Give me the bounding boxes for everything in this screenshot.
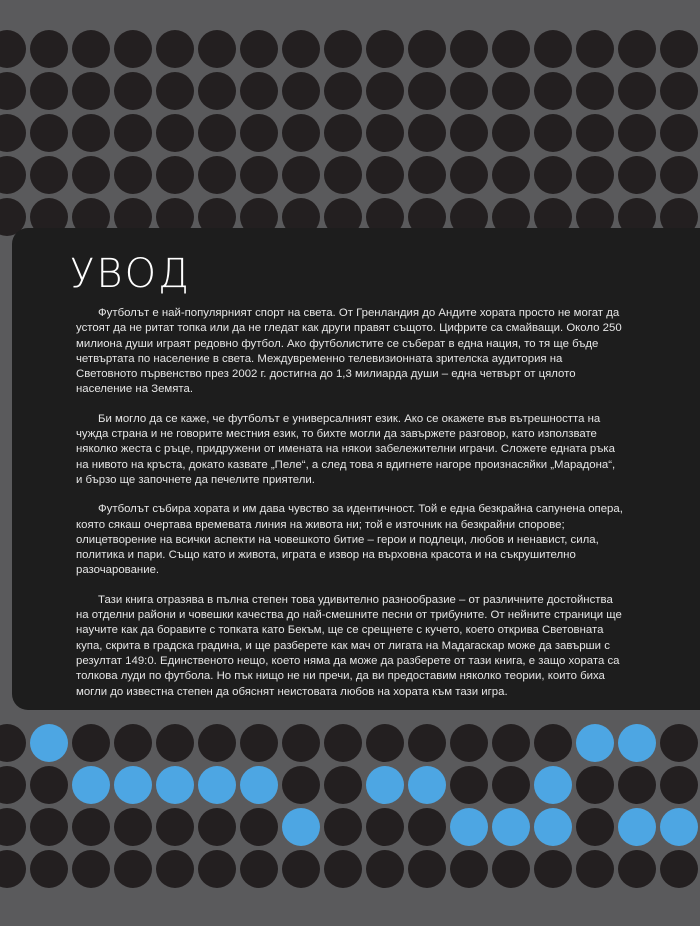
dot <box>366 72 404 110</box>
dot <box>324 766 362 804</box>
dot <box>366 808 404 846</box>
dot <box>450 850 488 888</box>
dot <box>72 808 110 846</box>
dot <box>114 724 152 762</box>
dot <box>0 766 26 804</box>
dot <box>324 850 362 888</box>
dot <box>114 114 152 152</box>
dot <box>72 850 110 888</box>
dot <box>156 72 194 110</box>
dot <box>366 156 404 194</box>
dot <box>198 30 236 68</box>
dot-highlight <box>660 808 698 846</box>
dot <box>408 724 446 762</box>
dot <box>618 114 656 152</box>
dot <box>282 72 320 110</box>
dot <box>282 30 320 68</box>
dot <box>618 72 656 110</box>
dot <box>618 30 656 68</box>
dot <box>366 30 404 68</box>
dot <box>576 156 614 194</box>
dot <box>618 850 656 888</box>
paragraph: Футболът е най-популярният спорт на света. От Гренландия до Андите хората просто не могат да устоят да не ритат топка или да не гледат как други правят същото. Цифрите са смайващи. Около 250 милиона души играят редовно футбол. Ако футболистите се съберат в една нация, то тя ще бъде четвъртата по население в света. Междувременно телевизионната зрителска аудитория на Световното първенство през 2002 г. достигна до 1,3 милиарда души – една четвърт от цялото население на Земята. <box>76 307 622 396</box>
dot <box>576 72 614 110</box>
dot <box>408 30 446 68</box>
dot <box>492 72 530 110</box>
dot-highlight <box>492 808 530 846</box>
dot <box>30 850 68 888</box>
dot-highlight <box>282 808 320 846</box>
dot <box>408 72 446 110</box>
dot <box>240 114 278 152</box>
dot-highlight <box>198 766 236 804</box>
dot <box>156 724 194 762</box>
dot-highlight <box>30 724 68 762</box>
dot <box>492 30 530 68</box>
dot <box>198 114 236 152</box>
dot <box>240 156 278 194</box>
dot <box>534 72 572 110</box>
paragraph: Тази книга отразява в пълна степен това удивително разнообразие – от различните достойнства на отделни райони и човешки качества до най-смешните песни от трибуните. От нейните страници ще научите как да боравите с топката като Бекъм, ще се срещнете с кучето, което открива Световната купа, скрита в градска градина, и ще разберете как мач от лигата на Мадагаскар може да завърши с резултат 149:0. Единственото нещо, което няма да може да разберете от тази книга, е защо хората са толкова луди по футбола. Но пък нищо не ни пречи, да ви предоставим няколко теории, които биха могли до известна степен да обяснят неистовата любов на хората към тази игра. <box>76 593 622 698</box>
dot-highlight <box>366 766 404 804</box>
dot <box>366 114 404 152</box>
dot <box>282 114 320 152</box>
dot <box>30 30 68 68</box>
dot-highlight <box>240 766 278 804</box>
dot-highlight <box>618 808 656 846</box>
dot <box>114 72 152 110</box>
dot <box>114 850 152 888</box>
dot <box>240 808 278 846</box>
dot <box>72 724 110 762</box>
dot <box>198 808 236 846</box>
dot <box>408 156 446 194</box>
dot <box>0 114 26 152</box>
dot <box>492 850 530 888</box>
dot <box>576 850 614 888</box>
dot <box>576 766 614 804</box>
dot <box>660 114 698 152</box>
dot <box>618 766 656 804</box>
dot <box>324 156 362 194</box>
dot <box>114 808 152 846</box>
dot-highlight <box>618 724 656 762</box>
dot <box>534 724 572 762</box>
dot <box>450 766 488 804</box>
dot <box>324 72 362 110</box>
dot <box>282 850 320 888</box>
dot <box>114 156 152 194</box>
dot-highlight <box>450 808 488 846</box>
dot <box>72 30 110 68</box>
dot <box>282 156 320 194</box>
dot-highlight <box>156 766 194 804</box>
dot <box>30 72 68 110</box>
dot <box>492 156 530 194</box>
dot <box>30 114 68 152</box>
dot <box>660 766 698 804</box>
dot <box>156 156 194 194</box>
dot <box>282 766 320 804</box>
dot <box>240 30 278 68</box>
dot <box>366 850 404 888</box>
dot <box>324 808 362 846</box>
dot <box>366 724 404 762</box>
dot <box>156 30 194 68</box>
dot <box>534 30 572 68</box>
dot <box>156 114 194 152</box>
dot <box>72 72 110 110</box>
dot <box>534 850 572 888</box>
dot <box>0 72 26 110</box>
paragraph: Футболът събира хората и им дава чувство за идентичност. Той е една безкрайна сапунена опера, която сякаш очертава времевата линия на живота ни; той е източник на безкрайни спорове; олицетворение на всички аспекти на човешкото битие – герои и подлеци, любов и ненавист, сила, политика и пари. Също като и живота, играта е извор на върховна красота и на съкрушително разочарование. <box>76 503 623 577</box>
dot <box>282 724 320 762</box>
dot <box>660 724 698 762</box>
dot <box>114 30 152 68</box>
dot <box>0 724 26 762</box>
dot <box>534 156 572 194</box>
dot <box>660 72 698 110</box>
dot <box>576 808 614 846</box>
dot <box>492 724 530 762</box>
dot <box>576 114 614 152</box>
dot <box>618 156 656 194</box>
dot <box>450 30 488 68</box>
dot <box>240 850 278 888</box>
dot <box>450 724 488 762</box>
dot <box>492 114 530 152</box>
dot-highlight <box>576 724 614 762</box>
body-text <box>76 306 624 714</box>
dot <box>534 114 572 152</box>
dot <box>324 724 362 762</box>
dot <box>156 808 194 846</box>
dot <box>30 766 68 804</box>
dot <box>0 808 26 846</box>
dot <box>72 114 110 152</box>
dot <box>72 156 110 194</box>
dot <box>30 808 68 846</box>
dot <box>408 808 446 846</box>
dot <box>576 30 614 68</box>
dot <box>324 30 362 68</box>
paragraph: Би могло да се каже, че футболът е универсалният език. Ако се окажете във вътрешността на чужда страна и не говорите местния език, то бихте могли да завържете разговор, като използвате няколко жеста с ръце, придружени от имената на някои забележителни играчи. Сложете едната ръка на нивото на кръста, докато казвате „Пеле“, а след това я вдигнете нагоре произнасяйки „Марадона“, и бързо ще започнете да печелите приятели. <box>76 412 616 486</box>
dot <box>660 156 698 194</box>
dot <box>324 114 362 152</box>
dot <box>0 156 26 194</box>
dot <box>492 766 530 804</box>
dot <box>198 156 236 194</box>
dot-highlight <box>408 766 446 804</box>
dot <box>198 724 236 762</box>
dot <box>240 72 278 110</box>
dot <box>198 72 236 110</box>
dot <box>660 850 698 888</box>
dot <box>450 156 488 194</box>
dot <box>156 850 194 888</box>
dot-highlight <box>534 808 572 846</box>
dot-highlight <box>72 766 110 804</box>
dot-highlight <box>534 766 572 804</box>
dot <box>0 30 26 68</box>
dot <box>450 114 488 152</box>
dot <box>450 72 488 110</box>
dot <box>198 850 236 888</box>
page-title: УВОД <box>70 251 192 297</box>
dot <box>240 724 278 762</box>
dot <box>408 114 446 152</box>
dot <box>408 850 446 888</box>
dot <box>660 30 698 68</box>
dot-highlight <box>114 766 152 804</box>
dot <box>30 156 68 194</box>
dot <box>0 850 26 888</box>
